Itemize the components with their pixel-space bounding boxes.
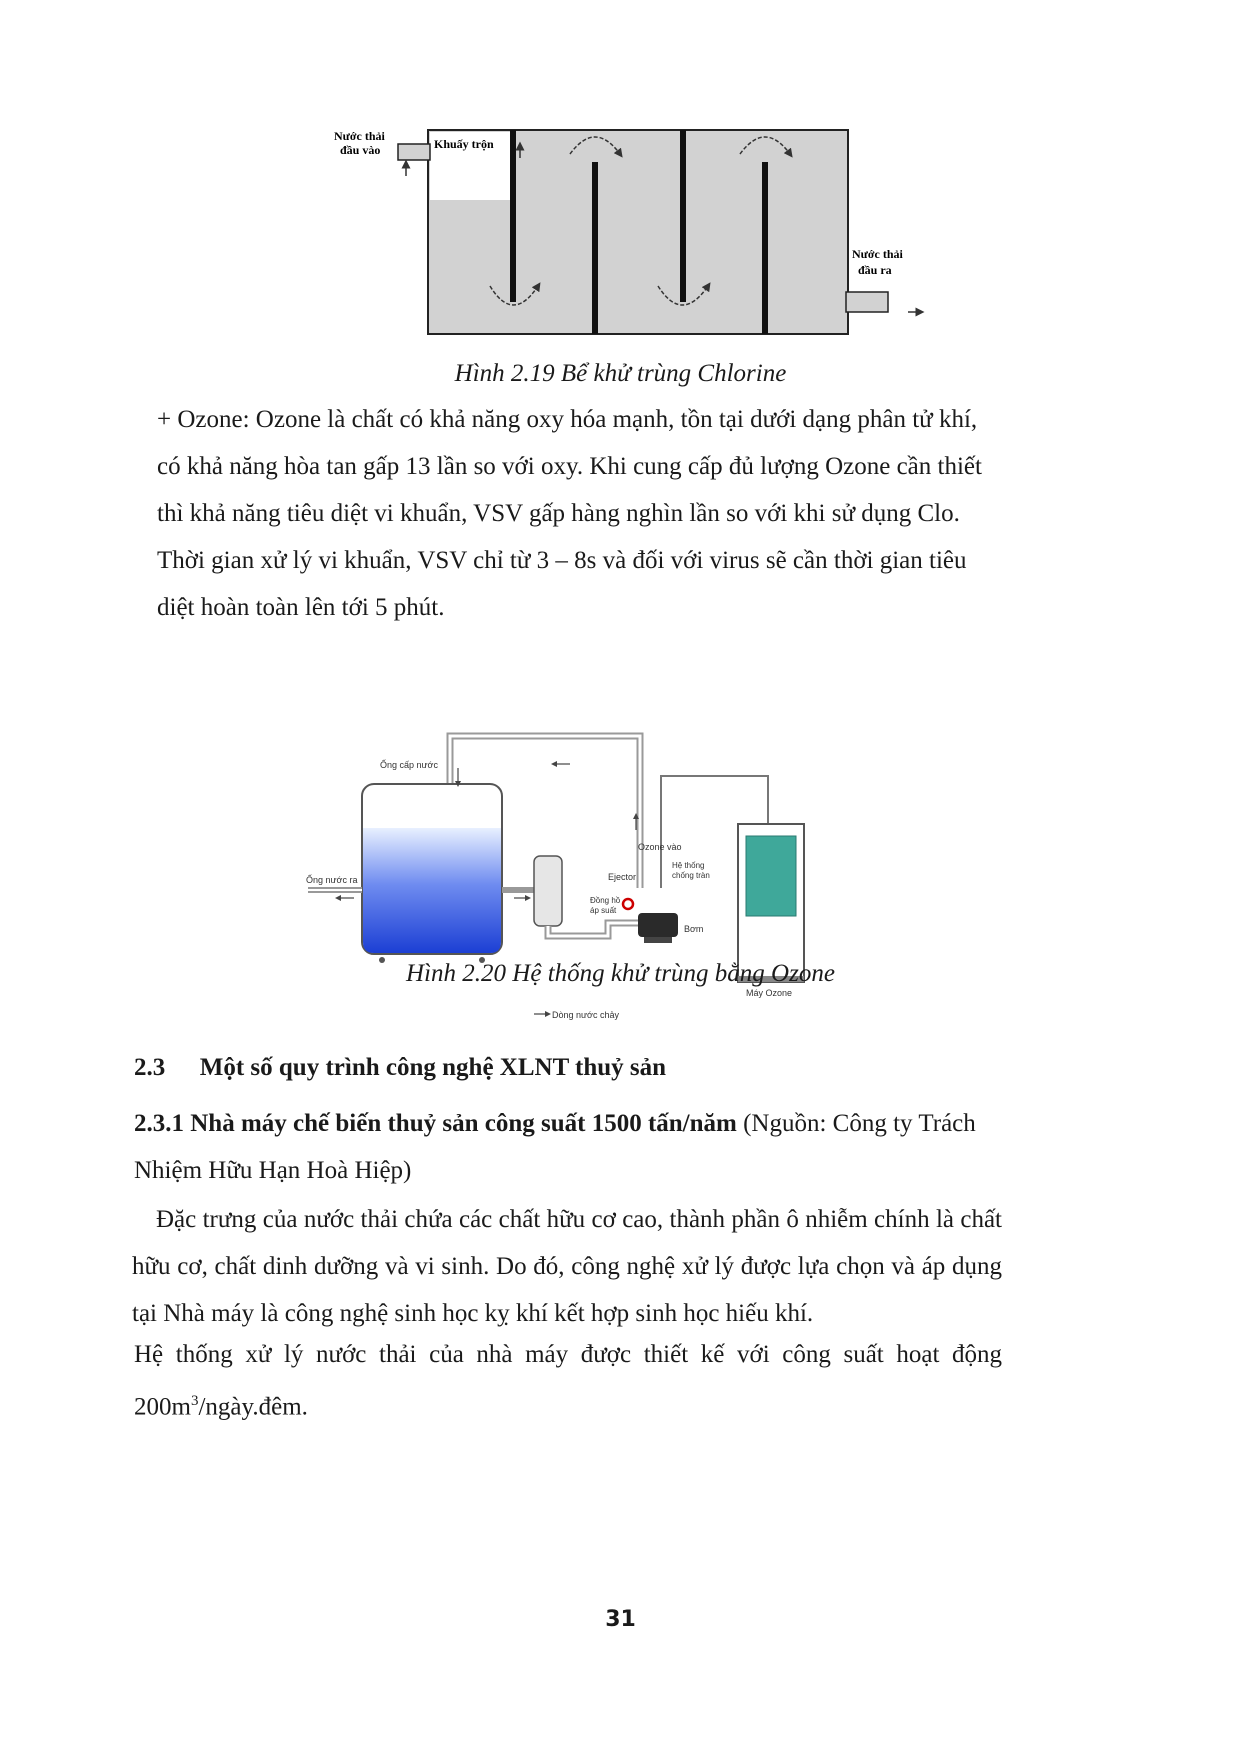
chlorine-tank-diagram	[320, 118, 960, 348]
pressure-gauge-label-2: áp suất	[590, 906, 617, 915]
capacity-value-line	[134, 1378, 1002, 1430]
capacity-unit: /ngày.đêm.	[198, 1393, 308, 1421]
pressure-gauge-label-1: Đồng hồ	[590, 896, 621, 905]
text-line: diệt hoàn toàn lên tới 5 phút.	[157, 594, 445, 621]
figure-caption-chlorine: Hình 2.19 Bể khử trùng Chlorine	[454, 360, 787, 387]
supply-pipe-label: Ống cấp nước	[380, 760, 438, 770]
ozone-paragraph	[157, 396, 982, 631]
subsection-heading	[134, 1100, 1034, 1194]
anti-overflow-label-1: Hệ thống	[672, 861, 705, 870]
pump-label: Bơm	[684, 924, 704, 934]
subsection-source-cont: Nhiệm Hữu Hạn Hoà Hiệp)	[134, 1157, 412, 1184]
text-line: + Ozone: Ozone là chất có khả năng oxy hóa mạnh, tồn tại dưới dạng phân tử khí,	[157, 406, 978, 433]
characteristics-paragraph: Đặc trưng của nước thải chứa các chất hữu cơ cao, thành phần ô nhiễm chính là chất hữu cơ, chất dinh dưỡng và vi sinh. Do đó, công nghệ xử lý được lựa chọn và áp dụng tại Nhà máy là công nghệ sinh học kỵ khí kết hợp sinh học hiếu khí.	[132, 1206, 1002, 1327]
inlet-label-1: Nước thải	[334, 129, 385, 143]
flow-legend-label: Dòng nước chảy	[552, 1010, 619, 1020]
section-title: Một số quy trình công nghệ XLNT thuỷ sản	[199, 1054, 667, 1081]
outlet-label-2: đầu ra	[858, 263, 892, 277]
page-number: 31	[605, 1607, 636, 1632]
subsection-title: 2.3.1 Nhà máy chế biến thuỷ sản công suất 1500 tấn/năm	[134, 1110, 737, 1137]
outlet-pipe-label: Ống nước ra	[306, 875, 358, 885]
anti-overflow-label-2: chống tràn	[672, 871, 710, 880]
capacity-exponent: 3	[190, 1393, 199, 1409]
ozone-machine-label: Máy Ozone	[746, 988, 793, 998]
capacity-paragraph	[134, 1331, 1002, 1430]
inlet-label-2: đầu vào	[340, 143, 381, 157]
outlet-label-1: Nước thải	[852, 247, 903, 261]
ozone-in-label: Ozone vào	[638, 842, 682, 852]
figure-caption-ozone: Hình 2.20 Hệ thống khử trùng bằng Ozone	[406, 960, 835, 987]
text-line: thì khả năng tiêu diệt vi khuẩn, VSV gấp hàng nghìn lần so với khi sử dụng Clo.	[157, 500, 960, 527]
capacity-text: Hệ thống xử lý nước thải của nhà máy được thiết kế với công suất hoạt động	[134, 1341, 1002, 1368]
text-line: có khả năng hòa tan gấp 13 lần so với oxy. Khi cung cấp đủ lượng Ozone cần thiết	[157, 453, 982, 480]
subsection-source: (Nguồn: Công ty Trách	[736, 1110, 976, 1137]
section-number: 2.3	[134, 1054, 166, 1081]
capacity-value: 200m	[134, 1393, 191, 1421]
section-heading	[134, 1054, 666, 1082]
ejector-label: Ejector	[608, 872, 637, 882]
text-line: Thời gian xử lý vi khuẩn, VSV chỉ từ 3 – 8s và đối với virus sẽ cần thời gian tiêu	[157, 547, 967, 574]
mixer-label: Khuấy trộn	[434, 137, 494, 151]
